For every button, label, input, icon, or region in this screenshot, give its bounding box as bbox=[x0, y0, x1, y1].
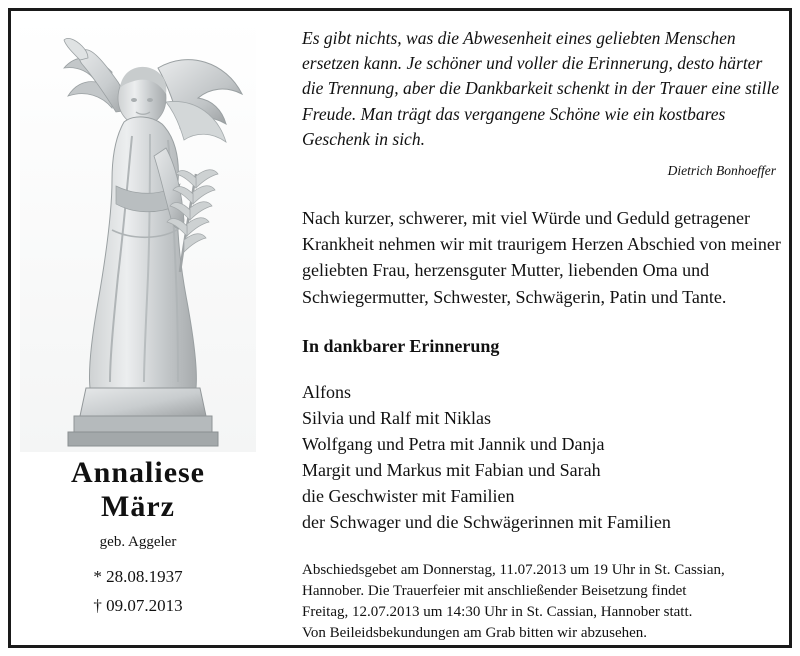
birth-date: * 28.08.1937 bbox=[93, 567, 183, 587]
funeral-info-line: Freitag, 12.07.2013 um 14:30 Uhr in St. Cassian, Hannober statt. bbox=[302, 604, 693, 621]
death-date: † 09.07.2013 bbox=[93, 596, 183, 616]
list-item: Wolfgang und Petra mit Jannik und Danja bbox=[302, 434, 605, 455]
funeral-info-line: Hannober. Die Trauerfeier mit anschließender Beisetzung findet bbox=[302, 582, 687, 599]
list-item: die Geschwister mit Familien bbox=[302, 486, 515, 507]
list-item: Alfons bbox=[302, 382, 351, 402]
funeral-info-line: Von Beileidsbekundungen am Grab bitten wir abzusehen. bbox=[302, 625, 648, 642]
list-item: Margit und Markus mit Fabian und Sarah bbox=[302, 460, 601, 481]
notice-content bbox=[12, 12, 788, 644]
angel-statue-icon bbox=[20, 16, 256, 452]
list-item: der Schwager und die Schwägerinnen mit Familien bbox=[302, 512, 671, 533]
memorial-quote: Es gibt nichts, was die Abwesenheit eines geliebten Menschen ersetzen kann. Je schöner und voller die Erinnerung, desto härter die Trennung, aber die Dankbarkeit schenkt in der Trauer eine stille Freude. Man trägt das vergangene Schöne wie ein kostbares Geschenk in sich. bbox=[302, 28, 780, 149]
announcement-text: Nach kurzer, schwerer, mit viel Würde und Geduld getragener Krankheit nehmen wir mit traurigem Herzen Abschied von meiner geliebten Frau, herzensguter Mutter, liebenden Oma und Schwiegermutter, Schwester, Schwägerin, Patin und Tante. bbox=[302, 207, 781, 307]
deceased-first-name: Annaliese bbox=[70, 456, 205, 489]
left-column bbox=[12, 12, 264, 644]
survivors-list bbox=[302, 379, 782, 536]
funeral-info-line: Abschiedsgebet am Donnerstag, 11.07.2013 um 19 Uhr in St. Cassian, bbox=[302, 561, 725, 578]
right-column bbox=[264, 12, 788, 644]
maiden-name: geb. Aggeler bbox=[99, 534, 177, 551]
deceased-last-name: März bbox=[101, 489, 175, 523]
list-item: Silvia und Ralf mit Niklas bbox=[302, 408, 491, 429]
memory-heading: In dankbarer Erinnerung bbox=[302, 336, 500, 356]
angel-statue-image bbox=[12, 12, 264, 452]
quote-author: Dietrich Bonhoeffer bbox=[667, 162, 776, 178]
name-block bbox=[12, 456, 264, 616]
funeral-information bbox=[302, 560, 782, 645]
